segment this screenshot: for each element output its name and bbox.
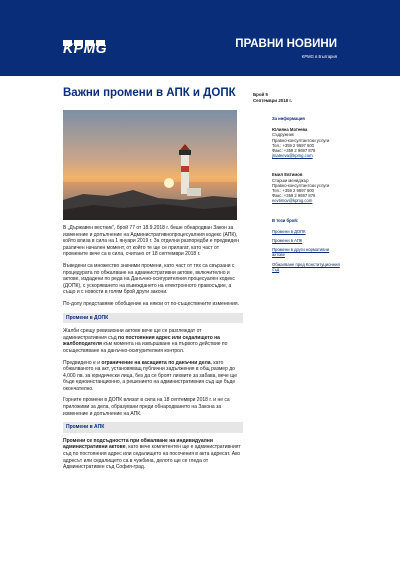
issue-date: Септември 2018 г. [253,97,292,103]
bold-text: Промени се подсъдността при обжалване на индивидуални административни актове [63,437,213,451]
contact-name: Емил Евтимов [272,172,303,178]
contact-tel: Тел.: +359 2 9697 600 [272,142,314,148]
newsletter-title: ПРАВНИ НОВИНИ [235,38,337,50]
contact-name: Юлияна Матеева [272,127,308,133]
paragraph: Въведени са множество значими промени, като част от тях са свързани с процедурата по обжалване на административни актове, включително и актове, издадени по реда на Данъчно-осигурителния процесуален кодекс (ДОПК), с ускоряването на въвеждането на електронното правосъдие, а също и с новости в голям брой други закони. [63,262,235,296]
page-title: Важни промени в АПК и ДОПК [63,87,236,99]
sidebar [272,116,342,276]
bold-text: ограничение на касацията по данъчни дела [101,359,211,366]
text-run: Жалби срещу ревизионни актове вече ще се разглеждат от административния съд [63,328,202,341]
header-banner [0,0,400,76]
contact-tel: Тел.: +359 2 9697 600 [272,188,314,194]
issue-info [253,92,292,103]
text-run: , като обжалваното на акт, установяващ публични задължения в общ размер до 4,000 лв. за юридически лица, без да се броят лихвите за забава, вече ще бъде едноинстанционно, а решението на административния съд ще бъде окончателно. [63,359,237,392]
article-body [63,225,243,476]
contact-email-link[interactable]: jmateeva@kpmg.com [272,153,313,159]
toc-link-dopk[interactable]: Промени в ДОПК [272,228,306,234]
issue-number: Брой 5 [253,92,268,97]
section-heading-apk: Промени в АПК [63,422,243,433]
paragraph: Горните промени в ДОПК влизат в сила на 18 септември 2018 г. и не са приложими за дела, образувани преди обнародването на Закона за изменение и допълнение на АПК. [63,397,230,417]
bold-text: по постоянния адрес или седалището на жалбоподателя [63,334,220,348]
paragraph: По-долу представяме обобщение на някои от по-съществените изменения. [63,300,239,307]
newsletter-subtitle: KPMG в България [301,54,337,59]
contact-fax: Факс: +359 2 9697 878 [272,148,316,154]
text-run: към момента на извършване на първото действие по осъществяване на данъчно-осигурителния контрол. [63,341,228,354]
contact-role: Старши мениджър [272,177,309,183]
toc-link-other-acts[interactable]: Промени в други нормативни актове [272,247,330,258]
paragraph [63,328,243,354]
toc-link-apk[interactable]: Промени в АПК [272,238,303,244]
paragraph [63,360,243,393]
section-heading-dopk: Промени в ДОПК [63,313,243,324]
contact-email-link[interactable]: eevtimov@kpmg.com [272,198,313,204]
lighthouse-photo [63,110,237,220]
contact-label: За информация [272,116,305,121]
contact-dept: Правно-консултантски услуги [272,182,330,188]
paragraph: В „Държавен вестник", брой 77 от 18.9.2018 г. беше обнародван Закон за изменение и допълнение на Административнопроцесуалния кодекс (АПК), който влиза в сила на 1 януари 2019 г. За отделни разпоредби е предвиден различен начален момент, от който те ще се прилагат, като част от промените вече са в сила, считано от 18 септември 2018 г. [63,225,239,258]
toc-label: В този брой: [272,217,299,223]
text-run: Предвидено е и [63,359,102,366]
paragraph [63,438,243,471]
kpmg-logo: KPMG [63,40,107,56]
contact-dept: Правно-консултантски услуги [272,137,330,143]
toc-link-constitutional-court[interactable]: Обжалване пред Конституционния съд [272,261,340,272]
text-run: , като вече компетентен ще е административният съд по постоянния адрес или седалището на посочения в акта адресат. Ако адресът или седалището са в чужбина, делото ще се гледа от Административен съд София-град. [63,444,241,471]
contact-role: Съдружник [272,132,294,138]
contact-card [272,172,342,203]
kpmg-logo-icon [63,33,109,39]
contact-fax: Факс: +359 2 9697 878 [272,193,316,199]
contact-card [272,127,342,158]
